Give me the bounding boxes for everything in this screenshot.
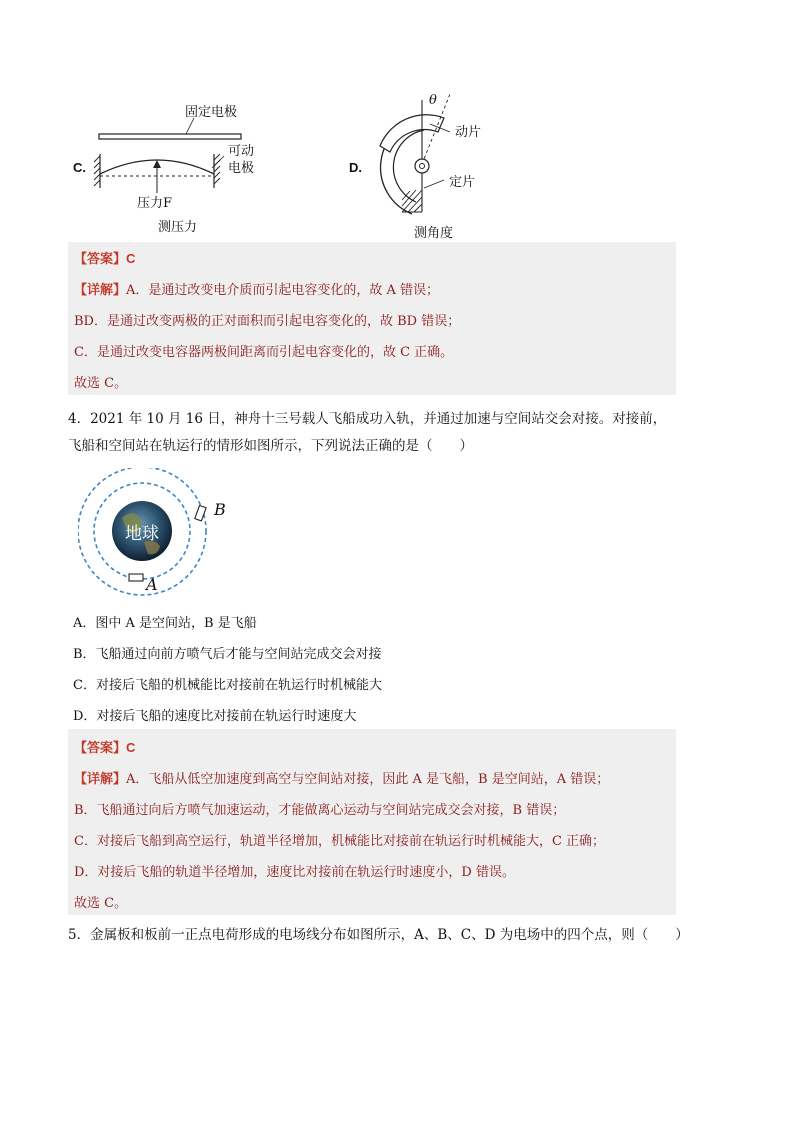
theta-label: θ [429, 93, 437, 108]
detail-line-4: D．对接后飞船的轨道半径增加，速度比对接前在轨运行时速度小，D 错误。 [74, 865, 515, 880]
detail-line-2: BD．是通过改变两极的正对面积而引起电容变化的，故 BD 错误； [74, 314, 461, 329]
answer-tag: 【答案】 [74, 741, 127, 756]
figure-d-option-label: D. [349, 160, 362, 175]
detail-text-1: A．是通过改变电介质而引起电容变化的，故 A 错误； [126, 283, 440, 298]
moving-plate [380, 115, 444, 152]
figure-d-caption: 测角度 [414, 226, 454, 241]
question-4-option-b: B．飞船通过向前方喷气后才能与空间站完成交会对接 [73, 647, 382, 662]
spacecraft-a [129, 574, 143, 581]
detail-tag: 【详解】 [74, 283, 127, 298]
movable-electrode-label-2: 电极 [228, 161, 255, 176]
answer-box-q4 [68, 729, 676, 915]
detail-conclusion: 故选 C。 [74, 376, 128, 391]
detail-tag: 【详解】 [74, 772, 127, 787]
fixed-electrode-label: 固定电极 [185, 105, 238, 120]
detail-conclusion: 故选 C。 [74, 896, 128, 911]
detail-line-3: C．对接后飞船到高空运行，轨道半径增加，机械能比对接前在轨运行时机械能大，C 正确； [74, 834, 606, 849]
pressure-force-label: 压力F [137, 196, 173, 211]
detail-text-1: A．飞船从低空加速度到高空与空间站对接，因此 A 是飞船，B 是空间站，A 错误； [126, 772, 610, 787]
question-4-option-c: C．对接后飞船的机械能比对接前在轨运行时机械能大 [73, 678, 382, 693]
earth-label: 地球 [125, 524, 159, 544]
answer-tag: 【答案】 [74, 252, 127, 267]
question-5-line-1: 5．金属板和板前一正点电荷形成的电场线分布如图所示，A、B、C、D 为电场中的四个点，则（ ） [68, 927, 689, 943]
figure-c-option-label: C. [73, 160, 86, 175]
fixed-plate-label: 定片 [449, 175, 476, 190]
orbit-label-b: B [214, 500, 226, 519]
orbit-label-a: A [146, 575, 158, 594]
question-4-line-1: 4．2021 年 10 月 16 日，神舟十三号载人飞船成功入轨，并通过加速与空间站交会对接。对接前， [68, 411, 667, 427]
answer-value: C [126, 251, 136, 266]
detail-line-1 [74, 768, 609, 787]
movable-electrode-label-1: 可动 [228, 144, 255, 159]
moving-plate-label: 动片 [455, 125, 482, 140]
figure-c-caption: 测压力 [158, 220, 198, 235]
angle-sensor-diagram [366, 92, 476, 222]
detail-line-1 [74, 279, 439, 298]
question-4-option-d: D．对接后飞船的速度比对接前在轨运行时速度大 [73, 709, 357, 724]
fixed-electrode-plate [99, 134, 241, 139]
pivot-inner [420, 164, 425, 169]
detail-line-3: C．是通过改变电容器两极间距离而引起电容变化的，故 C 正确。 [74, 345, 454, 360]
answer-value: C [126, 740, 136, 755]
answer-box-q3 [68, 242, 676, 395]
answer-line [74, 737, 135, 756]
answer-line [74, 248, 135, 267]
detail-line-2: B．飞船通过向后方喷气加速运动，才能做离心运动与空间站完成交会对接，B 错误； [74, 803, 566, 818]
question-4-line-2: 飞船和空间站在轨运行的情形如图所示，下列说法正确的是（ ） [68, 438, 473, 454]
force-arrow-head [153, 160, 161, 168]
question-4-option-a: A．图中 A 是空间站，B 是飞船 [73, 616, 257, 631]
